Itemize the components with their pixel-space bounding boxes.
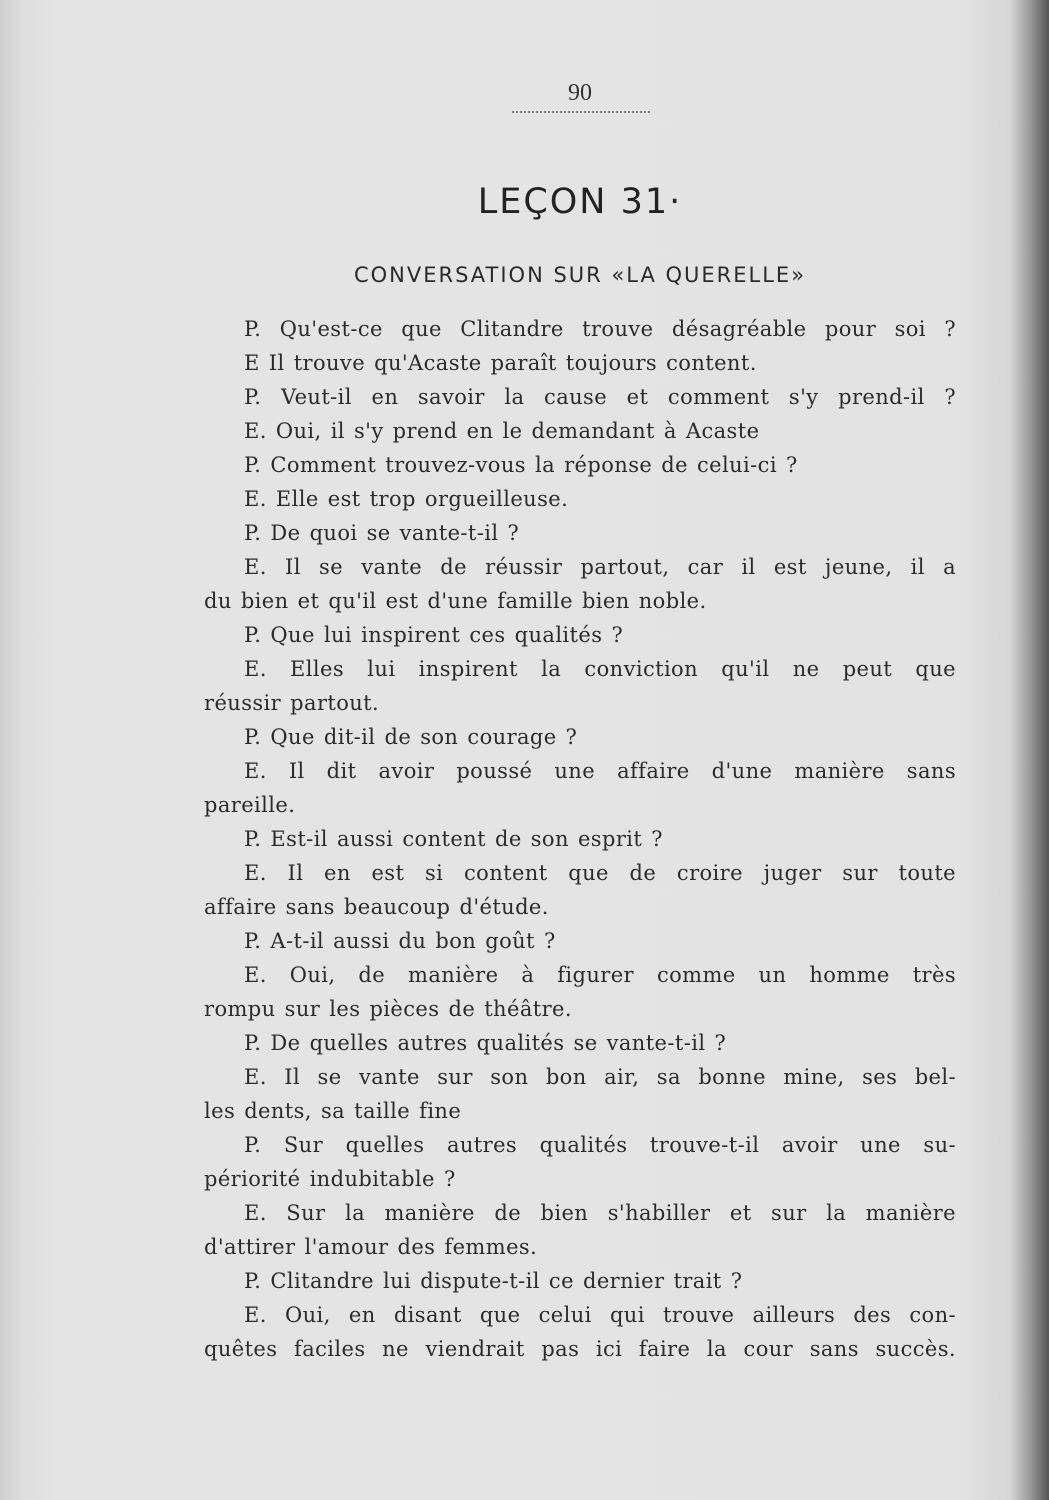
dialogue-line: P. Clitandre lui dispute-t-il ce dernier trait ? — [244, 1269, 743, 1293]
dialogue-line: E. Il se vante sur son bon air, sa bonne mine, ses bel- — [244, 1065, 956, 1089]
dialogue-line: P. Qu'est-ce que Clitandre trouve désagréable pour soi ? — [244, 317, 956, 341]
dialogue-line: quêtes faciles ne viendrait pas ici faire la cour sans succès. — [204, 1337, 956, 1361]
dialogue-line: P. Veut-il en savoir la cause et comment s'y prend-il ? — [244, 385, 956, 409]
dialogue-line: E. Oui, il s'y prend en le demandant à Acaste — [244, 419, 760, 443]
dialogue-line: E. Elle est trop orgueilleuse. — [244, 487, 569, 511]
dialogue-body — [204, 312, 956, 1366]
lesson-title: LEÇON 31· — [477, 182, 683, 222]
dialogue-line: affaire sans beaucoup d'étude. — [204, 895, 549, 919]
page-number: 90 — [568, 80, 592, 106]
dialogue-line: E. Oui, en disant que celui qui trouve ailleurs des con- — [244, 1303, 956, 1327]
dialogue-line: P. De quelles autres qualités se vante-t-il ? — [244, 1031, 727, 1055]
dialogue-line: E. Il se vante de réussir partout, car il est jeune, il a — [244, 555, 956, 579]
dialogue-line: P. Comment trouvez-vous la réponse de celui-ci ? — [244, 453, 798, 477]
page-number-rule — [512, 111, 650, 113]
dialogue-line: E Il trouve qu'Acaste paraît toujours content. — [244, 351, 757, 375]
dialogue-line: rompu sur les pièces de théâtre. — [204, 997, 572, 1021]
dialogue-line: d'attirer l'amour des femmes. — [204, 1235, 538, 1259]
dialogue-line: pareille. — [204, 793, 296, 817]
dialogue-line: P. Que lui inspirent ces qualités ? — [244, 623, 624, 647]
dialogue-line: E. Oui, de manière à figurer comme un homme très — [244, 963, 956, 987]
dialogue-line: E. Sur la manière de bien s'habiller et sur la manière — [244, 1201, 956, 1225]
dialogue-line: du bien et qu'il est d'une famille bien noble. — [204, 589, 707, 613]
dialogue-line: réussir partout. — [204, 691, 380, 715]
dialogue-line: P. A-t-il aussi du bon goût ? — [244, 929, 556, 953]
dialogue-line: P. Est-il aussi content de son esprit ? — [244, 827, 663, 851]
dialogue-line: P. De quoi se vante-t-il ? — [244, 521, 520, 545]
dialogue-line: P. Que dit-il de son courage ? — [244, 725, 578, 749]
dialogue-line: P. Sur quelles autres qualités trouve-t-il avoir une su- — [244, 1133, 956, 1157]
dialogue-line: E. Il en est si content que de croire juger sur toute — [244, 861, 956, 885]
dialogue-line: E. Elles lui inspirent la conviction qu'il ne peut que — [244, 657, 956, 681]
dialogue-line: périorité indubitable ? — [204, 1167, 456, 1191]
dialogue-line: E. Il dit avoir poussé une affaire d'une manière sans — [244, 759, 956, 783]
lesson-subtitle: CONVERSATION SUR «LA QUERELLE» — [353, 263, 807, 287]
dialogue-line: les dents, sa taille fine — [204, 1099, 462, 1123]
